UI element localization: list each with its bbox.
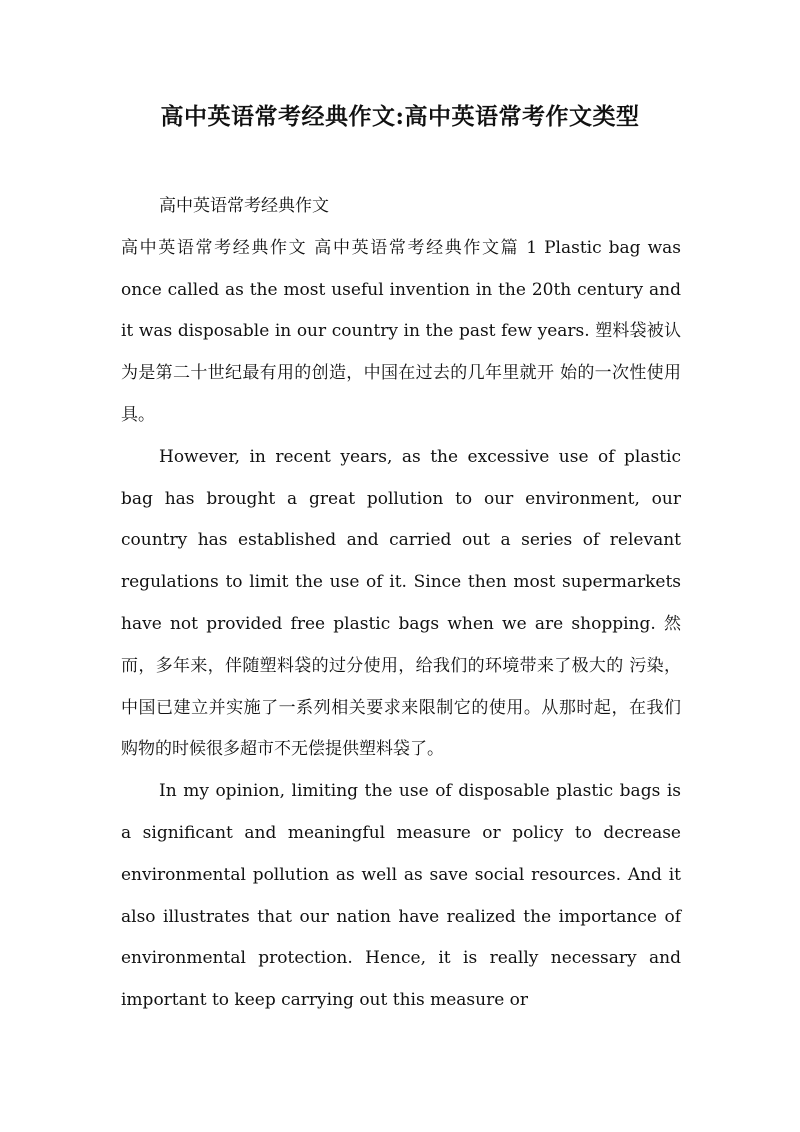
paragraph-1: 高中英语常考经典作文 高中英语常考经典作文篇 1 Plastic bag was once called as the most useful invention in the 20th century and it was disposable in our country in the past few years. 塑料袋被认为是第二十世纪最有用的创造，中国在过去的几年里就开 始的一次性使用具。 [121, 237, 681, 425]
paragraph-2: However, in recent years, as the excessive use of plastic bag has brought a great pollution to our environment, our country has established and carried out a series of relevant regulations to limit the use of it. Since then most supermarkets have not provided free plastic bags when we are shopping. 然而，多年来，伴随塑料袋的过分使用，给我们的环境带来了极大的 污染，中国已建立并实施了一系列相关要求来限制它的使用。从那时起，在我们 购物的时候很多超市不无偿提供塑料袋了。 [121, 446, 681, 760]
document-body [121, 186, 681, 1022]
section-subheading: 高中英语常考经典作文 [159, 196, 329, 216]
paragraph-3: In my opinion, limiting the use of disposable plastic bags is a significant and meaningful measure or policy to decrease environmental pollution as well as save social resources. And it also illustrates that our nation have realized the importance of environmental protection. Hence, it is really necessary and important to keep carrying out this measure or [121, 781, 681, 1011]
document-title: 高中英语常考经典作文:高中英语常考作文类型 [160, 103, 640, 130]
